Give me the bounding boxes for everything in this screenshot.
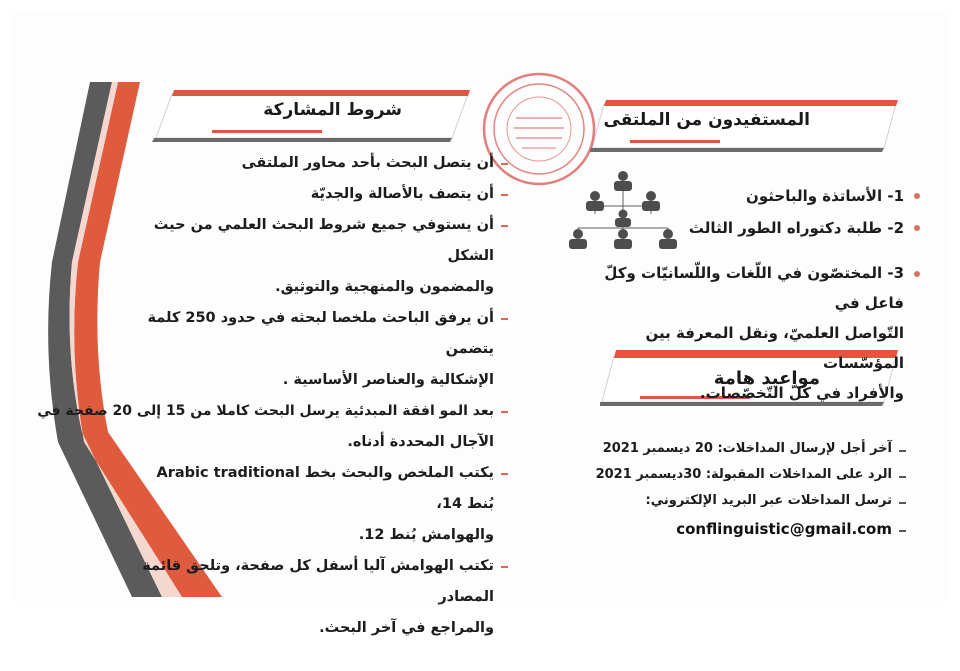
condition-5: بعد المو افقة المبدئية يرسل البحث كاملا من 15 إلى 20 صفحة في — [37, 403, 494, 419]
dates-title: مواعيد هامة — [713, 368, 820, 389]
beneficiaries-title: المستفيدون من الملتقى — [603, 110, 810, 130]
condition-1: أن يتصل البحث بأحد محاور الملتقى — [241, 155, 494, 171]
condition-6: يكتب الملخص والبحث بخط Arabic traditional بُنط 14، — [156, 465, 494, 512]
condition-4-cont: الإشكالية والعناصر الأساسية . — [282, 372, 494, 388]
beneficiaries-list — [688, 180, 904, 244]
condition-2: أن يتصف بالأصالة والجديّة — [310, 186, 494, 202]
condition-7: تكتب الهوامش آليا أسفل كل صفحة، وتلحق قائمة المصادر — [142, 558, 494, 605]
condition-7-cont: والمراجع في آخر البحث. — [319, 620, 494, 636]
people-hierarchy-icon — [568, 170, 678, 250]
condition-6-cont: والهوامش بُنط 12. — [358, 527, 494, 543]
participation-title: شروط المشاركة — [263, 100, 402, 120]
date-submission: آخر أجل لإرسال المداخلات: 20 ديسمبر 2021 — [602, 441, 892, 456]
condition-3: أن يستوفي جميع شروط البحث العلمي من حيث الشكل — [153, 217, 494, 264]
condition-5-cont: الآجال المحددة أدناه. — [347, 434, 494, 450]
email-instruction: ترسل المداخلات عبر البريد الإلكتروني: — [645, 493, 892, 508]
beneficiary-2: 2- طلبة دكتوراه الطور الثالث — [688, 219, 904, 237]
beneficiaries-banner — [590, 100, 900, 152]
dates-list — [595, 436, 892, 544]
contact-email[interactable]: conflinguistic@gmail.com — [676, 520, 892, 538]
flyer-page — [12, 12, 948, 636]
condition-3-cont: والمضمون والمنهجية والتوثيق. — [275, 279, 494, 295]
participation-banner — [152, 90, 472, 142]
beneficiary-3-line3: والأفراد في كلّ التّخصّصات. — [699, 384, 904, 402]
beneficiary-3-block — [578, 258, 904, 408]
beneficiary-3-line2: التّواصل العلميّ، ونقل المعرفة بين المؤسّسات — [645, 324, 904, 372]
participation-list — [37, 148, 494, 644]
date-response: الرد على المداخلات المقبولة: 30ديسمبر 2021 — [595, 467, 892, 482]
beneficiary-1: 1- الأساتذة والباحثون — [746, 187, 904, 205]
beneficiary-3: 3- المختصّون في اللّغات واللّسانيّات وكلّ فاعل في — [604, 264, 904, 312]
condition-4: أن يرفق الباحث ملخصا لبحثه في حدود 250 كلمة يتضمن — [147, 310, 494, 357]
